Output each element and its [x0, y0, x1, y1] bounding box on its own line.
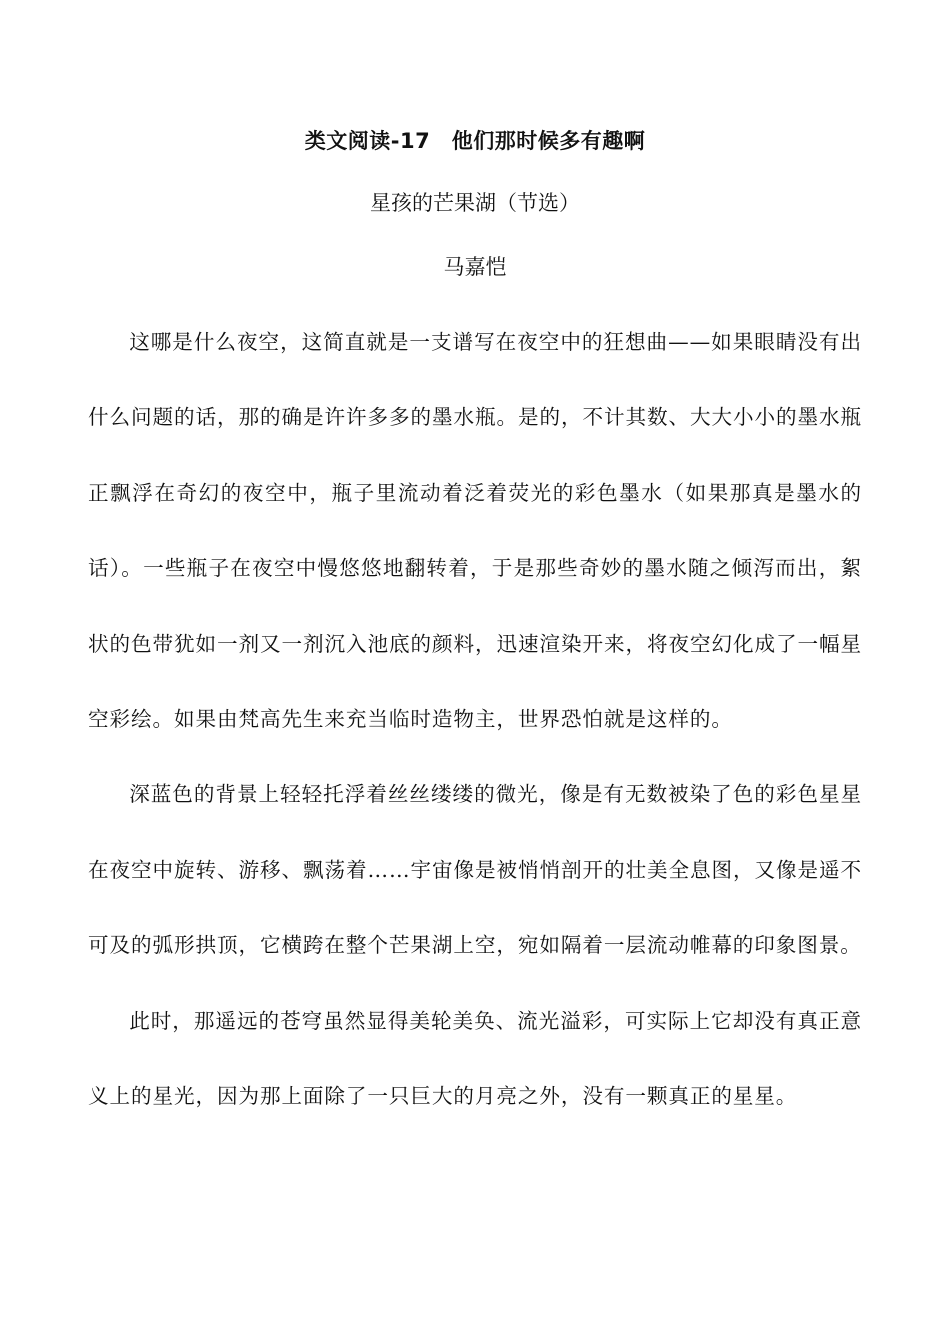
- document-title: 类文阅读-17 他们那时候多有趣啊: [304, 129, 646, 153]
- paragraph: 深蓝色的背景上轻轻托浮着丝丝缕缕的微光，像是有无数被染了色的彩色星星在夜空中旋转、游移、飘荡着……宇宙像是被悄悄剖开的壮美全息图，又像是遥不可及的弧形拱顶，它横跨在整个芒果湖上空，宛如隔着一层流动帷幕的印象图景。: [88, 782, 862, 958]
- article-title: 星孩的芒果湖（节选）: [370, 191, 580, 215]
- paragraph: 这哪是什么夜空，这简直就是一支谱写在夜空中的狂想曲——如果眼睛没有出什么问题的话，那的确是许许多多的墨水瓶。是的，不计其数、大大小小的墨水瓶正飘浮在奇幻的夜空中，瓶子里流动着泛着荧光的彩色墨水（如果那真是墨水的话）。一些瓶子在夜空中慢悠悠地翻转着，于是那些奇妙的墨水随之倾泻而出，絮状的色带犹如一剂又一剂沉入池底的颜料，迅速渲染开来，将夜空幻化成了一幅星空彩绘。如果由梵高先生来充当临时造物主，世界恐怕就是这样的。: [88, 330, 862, 732]
- article-body: [88, 305, 862, 1134]
- author-name: 马嘉恺: [443, 255, 507, 279]
- paragraph: 此时，那遥远的苍穹虽然显得美轮美奂、流光溢彩，可实际上它却没有真正意义上的星光，因为那上面除了一只巨大的月亮之外，没有一颗真正的星星。: [88, 1008, 862, 1109]
